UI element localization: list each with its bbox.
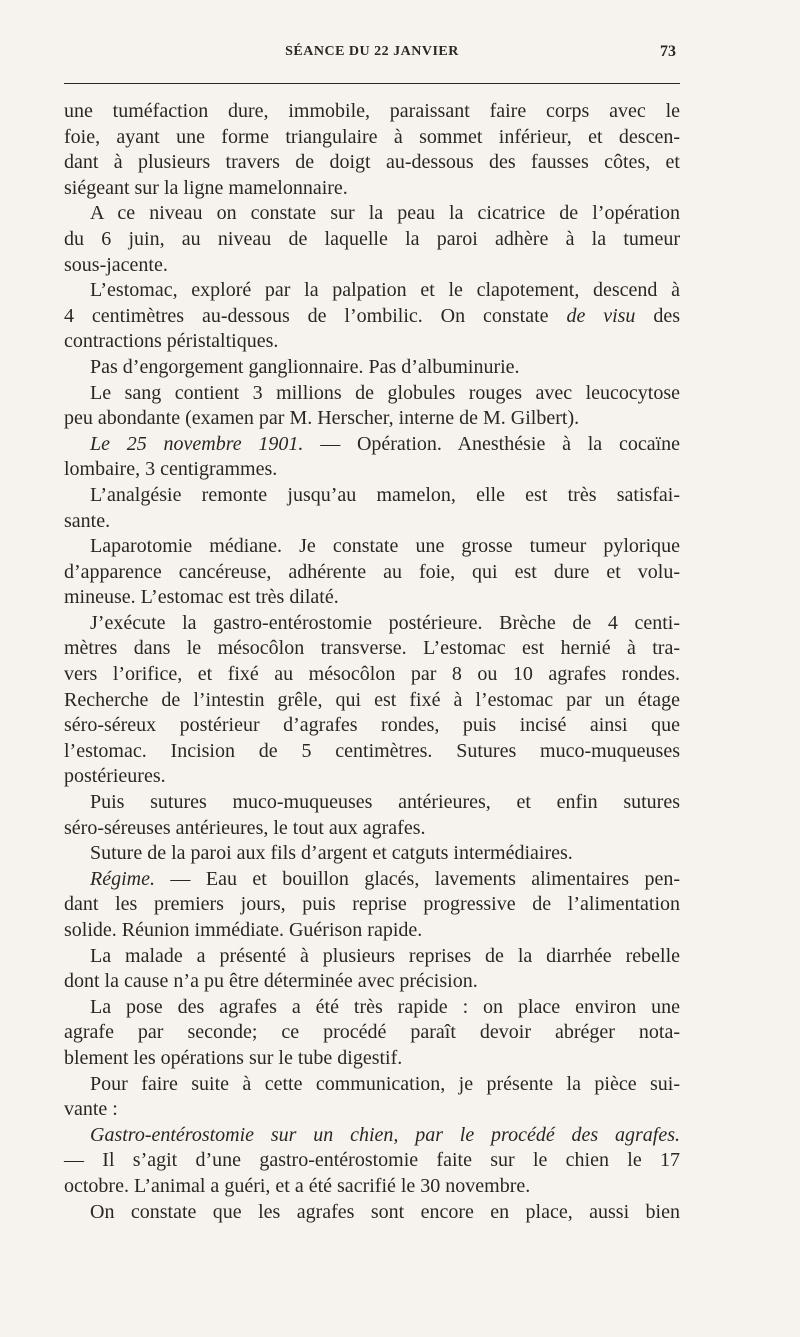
body-text <box>64 99 680 1225</box>
text-line: sante. <box>64 509 111 532</box>
text-line: Puis sutures muco-muqueuses antérieures, et enfin sutures <box>90 791 680 814</box>
text-line: solide. Réunion immédiate. Guérison rapide. <box>64 919 423 941</box>
italic-date: Le 25 novembre 1901. <box>90 432 304 455</box>
running-title: SÉANCE DU 22 JANVIER <box>285 44 459 59</box>
italic-heading: Régime. <box>90 867 155 890</box>
text-line: Pas d’engorgement ganglionnaire. Pas d’albuminurie. <box>90 355 520 378</box>
text-line: d’apparence cancéreuse, adhérente au foie, qui est dure et volu- <box>64 560 680 583</box>
text-line: l’estomac. Incision de 5 centimètres. Sutures muco-muqueuses <box>64 739 680 762</box>
text-line: — Il s’agit d’une gastro-entérostomie faite sur le chien le 17 <box>64 1149 680 1172</box>
text-line: contractions péristaltiques. <box>64 330 279 353</box>
page-number: 73 <box>660 43 676 60</box>
text-line: peu abondante (examen par M. Herscher, interne de M. Gilbert). <box>64 407 580 430</box>
text-line: séro-séreux postérieur d’agrafes rondes, puis incisé ainsi que <box>64 714 680 737</box>
text-line: vante : <box>64 1098 118 1121</box>
text-segment: 4 centimètres au-dessous de l’ombilic. On constate <box>64 304 549 327</box>
header-rule <box>64 83 680 84</box>
text-line: siégeant sur la ligne mamelonnaire. <box>64 176 348 199</box>
text-line-italic: Gastro-entérostomie sur un chien, par le procédé des agrafes. <box>90 1123 680 1146</box>
text-line: vers l’orifice, et fixé au mésocôlon par 8 ou 10 agrafes rondes. <box>64 663 680 686</box>
italic-phrase: de visu <box>566 304 636 327</box>
text-line: blement les opérations sur le tube digestif. <box>64 1046 403 1069</box>
text-line: Suture de la paroi aux fils d’argent et catguts intermédiaires. <box>90 842 573 865</box>
text-line: On constate que les agrafes sont encore en place, aussi bien <box>90 1200 680 1223</box>
text-line-composite <box>64 867 680 893</box>
text-line: L’estomac, exploré par la palpation et le clapotement, descend à <box>90 279 680 302</box>
text-segment: des <box>653 304 681 327</box>
page-header <box>64 44 680 68</box>
text-line: Laparotomie médiane. Je constate une grosse tumeur pylorique <box>90 535 680 558</box>
text-line: lombaire, 3 centigrammes. <box>64 458 278 481</box>
text-line: du 6 juin, au niveau de laquelle la paroi adhère à la tumeur <box>64 227 680 250</box>
text-segment: — Opération. Anesthésie à la cocaïne <box>320 432 681 455</box>
text-line: La pose des agrafes a été très rapide : on place environ une <box>90 995 680 1018</box>
text-line: mètres dans le mésocôlon transverse. L’estomac est hernié à tra- <box>64 637 680 660</box>
text-line: une tuméfaction dure, immobile, paraissant faire corps avec le <box>64 100 680 122</box>
text-line: La malade a présenté à plusieurs reprises de la diarrhée rebelle <box>90 944 680 967</box>
text-line: mineuse. L’estomac est très dilaté. <box>64 586 339 609</box>
text-line: sous-jacente. <box>64 253 168 276</box>
text-line: Pour faire suite à cette communication, je présente la pièce sui- <box>90 1072 680 1095</box>
text-line: L’analgésie remonte jusqu’au mamelon, elle est très satisfai- <box>90 483 680 506</box>
text-line: Recherche de l’intestin grêle, qui est fixé à l’estomac par un étage <box>64 688 680 711</box>
text-line: octobre. L’animal a guéri, et a été sacrifié le 30 novembre. <box>64 1174 531 1197</box>
text-line: dant les premiers jours, puis reprise progressive de l’alimentation <box>64 893 680 916</box>
text-line-composite <box>64 432 680 458</box>
text-segment: — Eau et bouillon glacés, lavements alimentaires pen- <box>170 867 680 890</box>
text-line: séro-séreuses antérieures, le tout aux agrafes. <box>64 816 426 839</box>
text-line: dont la cause n’a pu être déterminée avec précision. <box>64 970 478 993</box>
text-line: foie, ayant une forme triangulaire à sommet inférieur, et descen- <box>64 125 680 148</box>
text-line: agrafe par seconde; ce procédé paraît devoir abréger nota- <box>64 1021 680 1044</box>
text-line: postérieures. <box>64 765 166 788</box>
text-line: dant à plusieurs travers de doigt au-dessous des fausses côtes, et <box>64 151 680 174</box>
text-line: Le sang contient 3 millions de globules rouges avec leucocytose <box>90 381 680 404</box>
text-line-composite <box>64 304 680 330</box>
text-line: A ce niveau on constate sur la peau la cicatrice de l’opération <box>90 202 680 225</box>
text-line: J’exécute la gastro-entérostomie postérieure. Brèche de 4 centi- <box>90 611 680 634</box>
